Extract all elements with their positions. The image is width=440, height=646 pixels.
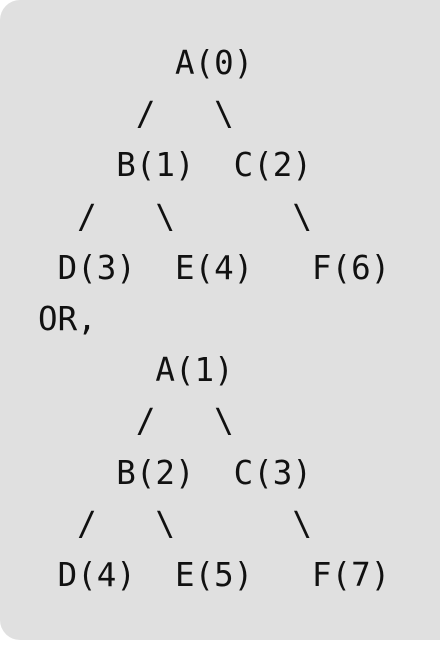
tree2-level1-branches: / \ \ [38,504,312,543]
tree1-root-line: A(0) [38,44,254,82]
tree2-leaves-line: D(4) E(5) F(7) [38,555,391,594]
tree2-root-line: A(1) [38,351,234,390]
tree1-level1-line: B(1) C(2) [38,146,312,185]
tree1-leaves-line: D(3) E(4) F(6) [38,248,391,287]
tree2-level1-line: B(2) C(3) [38,453,312,492]
tree2-root-branches: / \ [38,402,234,441]
tree1-level1-branches: / \ \ [38,197,312,236]
tree1-root-branches: / \ [38,95,234,134]
or-separator: OR, [38,299,97,338]
code-text [38,38,390,601]
